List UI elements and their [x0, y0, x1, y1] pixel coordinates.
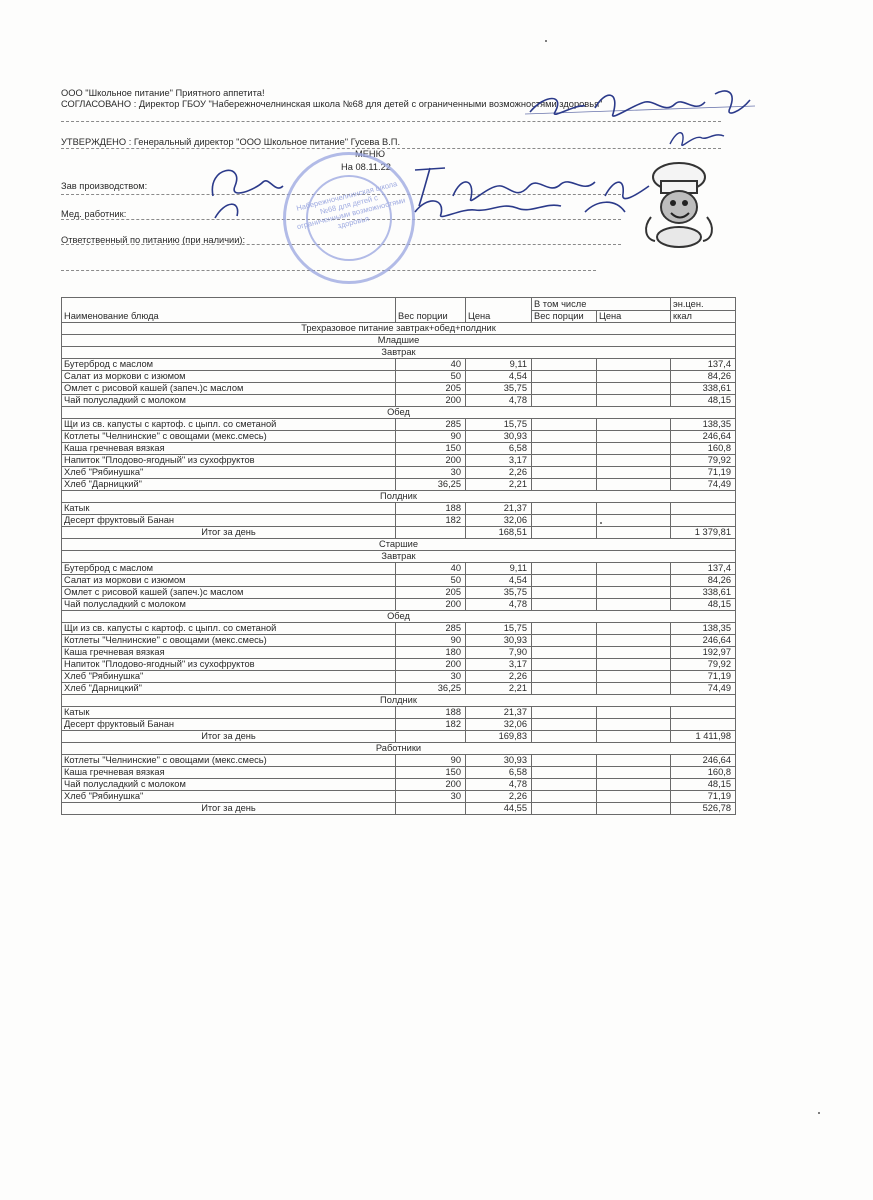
table-header-row: [62, 298, 736, 311]
section-label: Старшие: [62, 539, 736, 551]
table-row: [62, 467, 736, 479]
dish-portion: 90: [396, 431, 466, 443]
dish-name: Бутерброд с маслом: [62, 563, 396, 575]
dish-price: 21,37: [466, 503, 532, 515]
table-row: [62, 455, 736, 467]
total-kcal: 1 379,81: [671, 527, 736, 539]
table-row: [62, 791, 736, 803]
total-kcal: 526,78: [671, 803, 736, 815]
total-label: Итог за день: [62, 527, 396, 539]
org-line: ООО "Школьное питание" Приятного аппетита!: [61, 88, 265, 98]
table-row: [62, 647, 736, 659]
dish-inc-price: [597, 683, 671, 695]
table-row: [62, 419, 736, 431]
dish-name: Каша гречневая вязкая: [62, 767, 396, 779]
scan-speck: [818, 1112, 820, 1114]
dish-portion: 200: [396, 599, 466, 611]
dish-kcal: 246,64: [671, 431, 736, 443]
dish-inc-price: [597, 455, 671, 467]
approved-line: УТВЕРЖДЕНО : Генеральный директор "ООО Школьное питание" Гусева В.П.: [61, 137, 401, 147]
section-row: [62, 335, 736, 347]
dish-inc-portion: [532, 395, 597, 407]
section-label: Полдник: [62, 695, 736, 707]
dish-kcal: 48,15: [671, 395, 736, 407]
table-row: [62, 431, 736, 443]
dish-price: 7,90: [466, 647, 532, 659]
table-row: [62, 359, 736, 371]
dish-inc-portion: [532, 515, 597, 527]
production-signature: [205, 156, 655, 224]
dish-price: 2,26: [466, 467, 532, 479]
dish-kcal: 71,19: [671, 791, 736, 803]
section-label: Трехразовое питание завтрак+обед+полдник: [62, 323, 736, 335]
dish-inc-price: [597, 443, 671, 455]
section-label: Полдник: [62, 491, 736, 503]
dish-inc-portion: [532, 623, 597, 635]
dish-kcal: 246,64: [671, 635, 736, 647]
dish-kcal: 74,49: [671, 683, 736, 695]
dish-inc-portion: [532, 383, 597, 395]
dish-kcal: 246,64: [671, 755, 736, 767]
dish-name: Салат из моркови с изюмом: [62, 371, 396, 383]
section-label: Обед: [62, 407, 736, 419]
director-signature: [525, 84, 755, 124]
dish-inc-portion: [532, 779, 597, 791]
dish-inc-portion: [532, 719, 597, 731]
dish-inc-price: [597, 395, 671, 407]
dish-inc-portion: [532, 563, 597, 575]
dish-kcal: 338,61: [671, 587, 736, 599]
dish-kcal: 74,49: [671, 479, 736, 491]
header-energy: эн.цен.: [671, 298, 736, 311]
dish-name: Чай полусладкий с молоком: [62, 599, 396, 611]
dish-name: Хлеб "Рябинушка": [62, 467, 396, 479]
table-row: [62, 395, 736, 407]
dish-portion: 200: [396, 455, 466, 467]
total-row: [62, 731, 736, 743]
section-label: Завтрак: [62, 551, 736, 563]
dish-inc-portion: [532, 791, 597, 803]
dish-portion: 200: [396, 779, 466, 791]
dish-kcal: 137,4: [671, 563, 736, 575]
dish-kcal: [671, 719, 736, 731]
table-row: [62, 623, 736, 635]
stamp-text: Набережночелнинская школа №68 для детей с ограниченными возможностями здоровья: [295, 179, 407, 232]
dish-kcal: 71,19: [671, 467, 736, 479]
dish-kcal: [671, 707, 736, 719]
dish-name: Бутерброд с маслом: [62, 359, 396, 371]
table-row: [62, 503, 736, 515]
dish-inc-portion: [532, 635, 597, 647]
dish-price: 4,78: [466, 779, 532, 791]
dish-price: 15,75: [466, 419, 532, 431]
dish-portion: 285: [396, 623, 466, 635]
dish-name: Хлеб "Дарницкий": [62, 479, 396, 491]
section-row: [62, 743, 736, 755]
dish-kcal: 338,61: [671, 383, 736, 395]
header-name: Наименование блюда: [62, 298, 396, 323]
dish-name: Хлеб "Рябинушка": [62, 791, 396, 803]
table-row: [62, 515, 736, 527]
dish-portion: 182: [396, 719, 466, 731]
section-row: [62, 491, 736, 503]
dish-portion: 205: [396, 587, 466, 599]
dish-kcal: 79,92: [671, 455, 736, 467]
dish-inc-price: [597, 359, 671, 371]
agreed-line: СОГЛАСОВАНО : Директор ГБОУ "Набережночелнинская школа №68 для детей с ограниченными возможностями здоровья": [61, 99, 603, 109]
dish-kcal: 192,97: [671, 647, 736, 659]
menu-table: [61, 297, 736, 815]
dish-kcal: 84,26: [671, 371, 736, 383]
dish-price: 2,26: [466, 791, 532, 803]
dish-inc-portion: [532, 683, 597, 695]
dish-kcal: 138,35: [671, 419, 736, 431]
dish-inc-price: [597, 479, 671, 491]
dish-portion: 36,25: [396, 479, 466, 491]
dish-inc-portion: [532, 419, 597, 431]
dish-inc-portion: [532, 707, 597, 719]
dish-portion: 50: [396, 371, 466, 383]
total-inc-portion: [532, 527, 597, 539]
dish-price: 4,54: [466, 575, 532, 587]
dish-inc-price: [597, 755, 671, 767]
table-row: [62, 383, 736, 395]
table-row: [62, 707, 736, 719]
menu-title: МЕНЮ: [354, 149, 386, 159]
dish-portion: 285: [396, 419, 466, 431]
dish-inc-price: [597, 599, 671, 611]
dish-inc-portion: [532, 671, 597, 683]
dish-inc-price: [597, 515, 671, 527]
table-row: [62, 779, 736, 791]
dish-kcal: 48,15: [671, 599, 736, 611]
dish-name: Хлеб "Рябинушка": [62, 671, 396, 683]
dish-price: 32,06: [466, 719, 532, 731]
dish-inc-portion: [532, 767, 597, 779]
section-row: [62, 347, 736, 359]
dish-inc-price: [597, 647, 671, 659]
dish-inc-price: [597, 419, 671, 431]
dish-kcal: 48,15: [671, 779, 736, 791]
dish-price: 2,26: [466, 671, 532, 683]
total-kcal: 1 411,98: [671, 731, 736, 743]
dish-name: Щи из св. капусты с картоф. с цыпл. со сметаной: [62, 419, 396, 431]
dish-inc-portion: [532, 587, 597, 599]
dish-portion: 200: [396, 395, 466, 407]
dish-name: Десерт фруктовый Банан: [62, 719, 396, 731]
section-row: [62, 695, 736, 707]
dish-portion: 150: [396, 767, 466, 779]
dish-price: 30,93: [466, 635, 532, 647]
dish-inc-price: [597, 575, 671, 587]
dish-name: Каша гречневая вязкая: [62, 647, 396, 659]
dish-price: 35,75: [466, 383, 532, 395]
table-row: [62, 599, 736, 611]
dish-price: 15,75: [466, 623, 532, 635]
dish-price: 35,75: [466, 587, 532, 599]
table-row: [62, 683, 736, 695]
table-row: [62, 587, 736, 599]
dish-inc-portion: [532, 755, 597, 767]
dish-portion: 188: [396, 707, 466, 719]
total-inc-price: [597, 731, 671, 743]
dish-portion: 205: [396, 383, 466, 395]
dish-kcal: 138,35: [671, 623, 736, 635]
scan-speck: [545, 40, 547, 42]
table-row: [62, 479, 736, 491]
section-label: Завтрак: [62, 347, 736, 359]
dish-inc-portion: [532, 443, 597, 455]
menu-date: На 08.11.22: [341, 162, 391, 172]
table-row: [62, 443, 736, 455]
dish-name: Чай полусладкий с молоком: [62, 395, 396, 407]
header-energy-unit: ккал: [671, 310, 736, 323]
table-row: [62, 635, 736, 647]
total-label: Итог за день: [62, 731, 396, 743]
chef-logo: [633, 157, 725, 249]
dish-inc-price: [597, 587, 671, 599]
section-label: Младшие: [62, 335, 736, 347]
table-row: [62, 575, 736, 587]
dish-price: 3,17: [466, 659, 532, 671]
dish-inc-price: [597, 371, 671, 383]
dish-portion: 182: [396, 515, 466, 527]
dish-portion: 90: [396, 635, 466, 647]
dish-inc-portion: [532, 659, 597, 671]
dish-inc-portion: [532, 575, 597, 587]
dish-portion: 90: [396, 755, 466, 767]
dish-price: 9,11: [466, 563, 532, 575]
dish-inc-price: [597, 791, 671, 803]
total-price: 168,51: [466, 527, 532, 539]
dish-price: 4,54: [466, 371, 532, 383]
dish-inc-portion: [532, 503, 597, 515]
header-price: Цена: [466, 298, 532, 323]
dish-portion: 40: [396, 563, 466, 575]
dish-name: Десерт фруктовый Банан: [62, 515, 396, 527]
dish-inc-price: [597, 503, 671, 515]
dish-name: Катык: [62, 707, 396, 719]
dish-name: Салат из моркови с изюмом: [62, 575, 396, 587]
dish-inc-price: [597, 623, 671, 635]
approver-signature: [668, 126, 728, 150]
dish-price: 2,21: [466, 683, 532, 695]
dish-inc-portion: [532, 479, 597, 491]
header-inc-portion: Вес порции: [532, 310, 597, 323]
dish-price: 30,93: [466, 755, 532, 767]
dish-name: Омлет с рисовой кашей (запеч.)с маслом: [62, 587, 396, 599]
dish-price: 6,58: [466, 443, 532, 455]
dish-price: 4,78: [466, 599, 532, 611]
total-portion: [396, 527, 466, 539]
dish-name: Чай полусладкий с молоком: [62, 779, 396, 791]
dish-portion: 150: [396, 443, 466, 455]
dish-portion: 188: [396, 503, 466, 515]
dish-price: 2,21: [466, 479, 532, 491]
dish-kcal: 160,8: [671, 767, 736, 779]
header-portion: Вес порции: [396, 298, 466, 323]
header-including: В том числе: [532, 298, 671, 311]
dish-inc-price: [597, 779, 671, 791]
header-inc-price: Цена: [597, 310, 671, 323]
total-inc-price: [597, 803, 671, 815]
dish-name: Котлеты "Челнинские" с овощами (мекс.смесь): [62, 635, 396, 647]
section-row: [62, 323, 736, 335]
dish-portion: 30: [396, 467, 466, 479]
production-label: Зав производством:: [61, 181, 148, 191]
dish-portion: 50: [396, 575, 466, 587]
dish-name: Котлеты "Челнинские" с овощами (мекс.смесь): [62, 431, 396, 443]
dish-price: 6,58: [466, 767, 532, 779]
dish-inc-portion: [532, 431, 597, 443]
table-row: [62, 755, 736, 767]
total-row: [62, 803, 736, 815]
total-inc-portion: [532, 731, 597, 743]
section-row: [62, 539, 736, 551]
section-label: Обед: [62, 611, 736, 623]
dish-name: Хлеб "Дарницкий": [62, 683, 396, 695]
dish-inc-price: [597, 767, 671, 779]
total-portion: [396, 731, 466, 743]
dish-price: 32,06: [466, 515, 532, 527]
medic-label: Мед. работник:: [61, 209, 127, 219]
dish-inc-portion: [532, 359, 597, 371]
total-price: 169,83: [466, 731, 532, 743]
dish-inc-price: [597, 671, 671, 683]
total-price: 44,55: [466, 803, 532, 815]
section-row: [62, 407, 736, 419]
table-row: [62, 659, 736, 671]
dish-inc-price: [597, 659, 671, 671]
dish-name: Омлет с рисовой кашей (запеч.)с маслом: [62, 383, 396, 395]
dish-name: Каша гречневая вязкая: [62, 443, 396, 455]
dish-price: 3,17: [466, 455, 532, 467]
dish-name: Напиток "Плодово-ягодный" из сухофруктов: [62, 659, 396, 671]
dish-portion: 40: [396, 359, 466, 371]
dish-inc-price: [597, 707, 671, 719]
dish-kcal: [671, 503, 736, 515]
dish-inc-price: [597, 383, 671, 395]
dish-portion: 180: [396, 647, 466, 659]
dish-portion: 30: [396, 671, 466, 683]
dish-name: Котлеты "Челнинские" с овощами (мекс.смесь): [62, 755, 396, 767]
responsible-label: Ответственный по питанию (при наличии):: [61, 235, 246, 245]
dish-inc-portion: [532, 455, 597, 467]
dish-name: Щи из св. капусты с картоф. с цыпл. со сметаной: [62, 623, 396, 635]
dish-inc-price: [597, 467, 671, 479]
dish-inc-price: [597, 431, 671, 443]
dish-kcal: 84,26: [671, 575, 736, 587]
dish-inc-portion: [532, 599, 597, 611]
dish-inc-portion: [532, 371, 597, 383]
dish-price: 30,93: [466, 431, 532, 443]
table-row: [62, 563, 736, 575]
total-inc-portion: [532, 803, 597, 815]
dish-kcal: 137,4: [671, 359, 736, 371]
total-label: Итог за день: [62, 803, 396, 815]
table-row: [62, 719, 736, 731]
dish-kcal: 79,92: [671, 659, 736, 671]
dish-inc-portion: [532, 647, 597, 659]
table-row: [62, 371, 736, 383]
total-inc-price: [597, 527, 671, 539]
scan-speck: [600, 522, 602, 524]
section-row: [62, 551, 736, 563]
dish-inc-price: [597, 635, 671, 647]
dish-portion: 200: [396, 659, 466, 671]
dish-name: Напиток "Плодово-ягодный" из сухофруктов: [62, 455, 396, 467]
dish-inc-portion: [532, 467, 597, 479]
dish-portion: 30: [396, 791, 466, 803]
dish-price: 21,37: [466, 707, 532, 719]
table-row: [62, 767, 736, 779]
section-label: Работники: [62, 743, 736, 755]
dish-inc-price: [597, 719, 671, 731]
dish-inc-price: [597, 563, 671, 575]
dish-portion: 36,25: [396, 683, 466, 695]
total-row: [62, 527, 736, 539]
dish-kcal: 71,19: [671, 671, 736, 683]
dish-kcal: 160,8: [671, 443, 736, 455]
dish-price: 4,78: [466, 395, 532, 407]
dish-kcal: [671, 515, 736, 527]
table-row: [62, 671, 736, 683]
dish-price: 9,11: [466, 359, 532, 371]
total-portion: [396, 803, 466, 815]
section-row: [62, 611, 736, 623]
dish-name: Катык: [62, 503, 396, 515]
